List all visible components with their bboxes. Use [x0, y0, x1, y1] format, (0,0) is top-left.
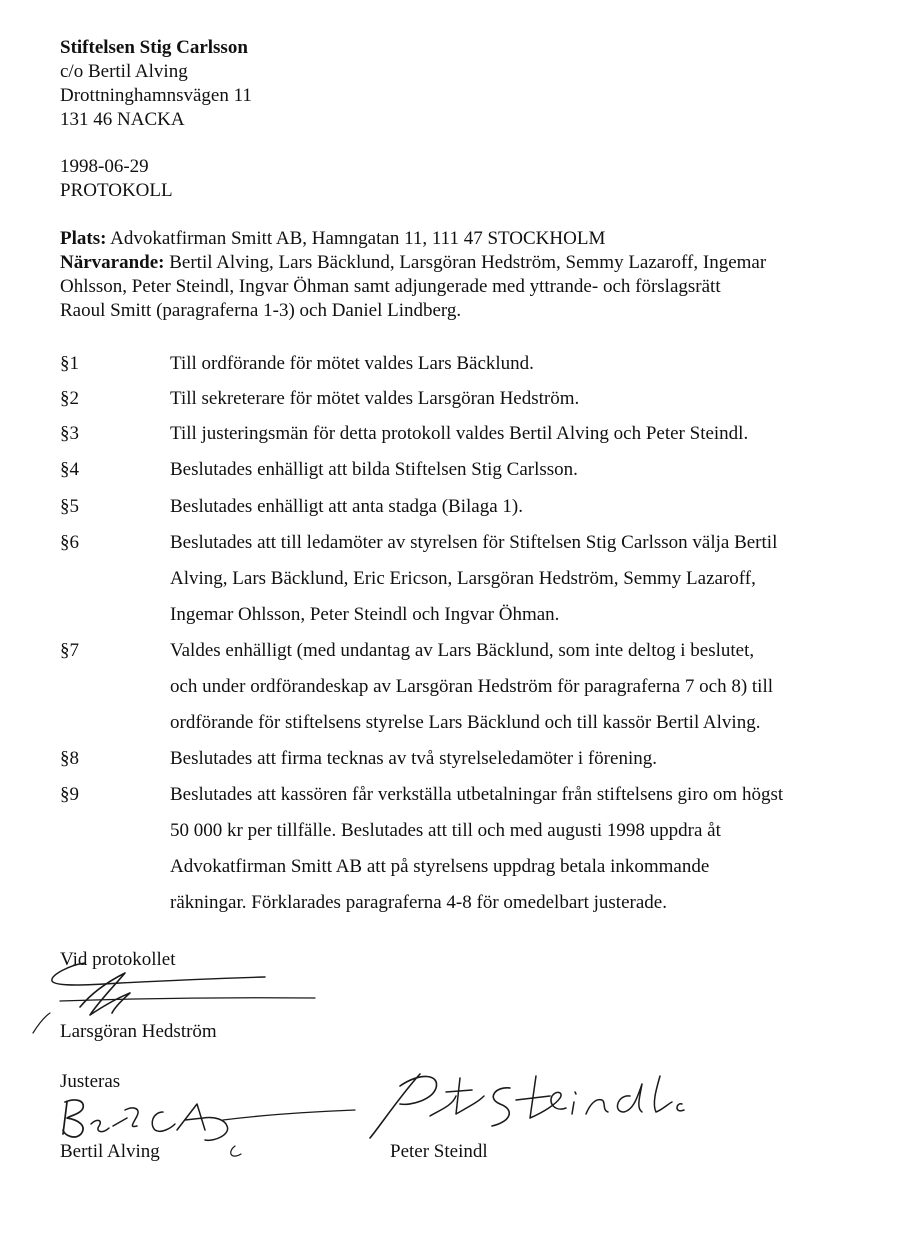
org-name: Stiftelsen Stig Carlsson	[60, 37, 248, 58]
section-line: Alving, Lars Bäcklund, Eric Ericson, Larsgöran Hedström, Semmy Lazaroff,	[170, 568, 756, 589]
section-text	[170, 416, 850, 452]
place-line	[60, 227, 605, 251]
adjuster2-signature	[360, 1066, 700, 1146]
section-number: §3	[60, 423, 79, 444]
section-line: Beslutades att kassören får verkställa utbetalningar från stiftelsens giro om högst	[170, 784, 784, 805]
section-text	[170, 741, 850, 777]
section-line: Beslutades att firma tecknas av två styrelseledamöter i förening.	[170, 748, 657, 769]
section-line: Beslutades att till ledamöter av styrelsen för Stiftelsen Stig Carlsson välja Bertil	[170, 532, 778, 553]
section-line: Till sekreterare för mötet valdes Larsgöran Hedström.	[170, 388, 580, 409]
section-line: Till justeringsmän för detta protokoll valdes Bertil Alving och Peter Steindl.	[170, 423, 749, 444]
secretary-name: Larsgöran Hedström	[60, 1021, 217, 1042]
place-value: Advokatfirman Smitt AB, Hamngatan 11, 111 47 STOCKHOLM	[106, 228, 606, 249]
adjuster2-name: Peter Steindl	[390, 1141, 488, 1162]
present-label: Närvarande:	[60, 252, 165, 273]
section-number: §1	[60, 353, 79, 374]
section-number: §4	[60, 459, 79, 480]
street-address: Drottninghamnsvägen 11	[60, 85, 252, 106]
section-number: §5	[60, 496, 79, 517]
protocol-label: Vid protokollet	[60, 949, 176, 970]
document-type: PROTOKOLL	[60, 180, 173, 201]
present-names-1: Bertil Alving, Lars Bäcklund, Larsgöran Hedström, Semmy Lazaroff, Ingemar	[164, 252, 767, 273]
section-text	[170, 346, 850, 382]
section-text	[170, 452, 850, 488]
section-line: och under ordförandeskap av Larsgöran Hedström för paragraferna 7 och 8) till	[170, 676, 774, 697]
section-line: Beslutades enhälligt att bilda Stiftelsen Stig Carlsson.	[170, 459, 578, 480]
section-line: räkningar. Förklarades paragraferna 4-8 för omedelbart justerade.	[170, 892, 667, 913]
section-number: §6	[60, 532, 79, 553]
section-line: 50 000 kr per tillfälle. Beslutades att till och med augusti 1998 uppdra åt	[170, 820, 721, 841]
present-line-3: Raoul Smitt (paragraferna 1-3) och Daniel Lindberg.	[60, 300, 462, 321]
section-number: §8	[60, 748, 79, 769]
section-text	[170, 525, 850, 633]
section-line: Advokatfirman Smitt AB att på styrelsens uppdrag betala inkommande	[170, 856, 710, 877]
section-number: §7	[60, 640, 79, 661]
section-line: ordförande för stiftelsens styrelse Lars Bäcklund och till kassör Bertil Alving.	[170, 712, 761, 733]
section-line: Beslutades enhälligt att anta stadga (Bilaga 1).	[170, 496, 523, 517]
section-line: Till ordförande för mötet valdes Lars Bäcklund.	[170, 353, 534, 374]
section-line: Valdes enhälligt (med undantag av Lars Bäcklund, som inte deltog i beslutet,	[170, 640, 755, 661]
place-label: Plats:	[60, 228, 107, 249]
postal-city: 131 46 NACKA	[60, 109, 185, 130]
present-line-1	[60, 251, 766, 275]
section-line: Ingemar Ohlsson, Peter Steindl och Ingvar Öhman.	[170, 604, 560, 625]
section-text	[170, 489, 850, 525]
section-number: §2	[60, 388, 79, 409]
care-of-line: c/o Bertil Alving	[60, 61, 188, 82]
present-line-2: Ohlsson, Peter Steindl, Ingvar Öhman samt adjungerade med yttrande- och förslagsrätt	[60, 276, 721, 297]
document-date: 1998-06-29	[60, 156, 149, 177]
section-text	[170, 777, 850, 921]
section-text	[170, 381, 850, 417]
adjuster1-name: Bertil Alving	[60, 1141, 160, 1162]
adjust-label: Justeras	[60, 1071, 121, 1092]
section-text	[170, 633, 850, 741]
section-number: §9	[60, 784, 79, 805]
